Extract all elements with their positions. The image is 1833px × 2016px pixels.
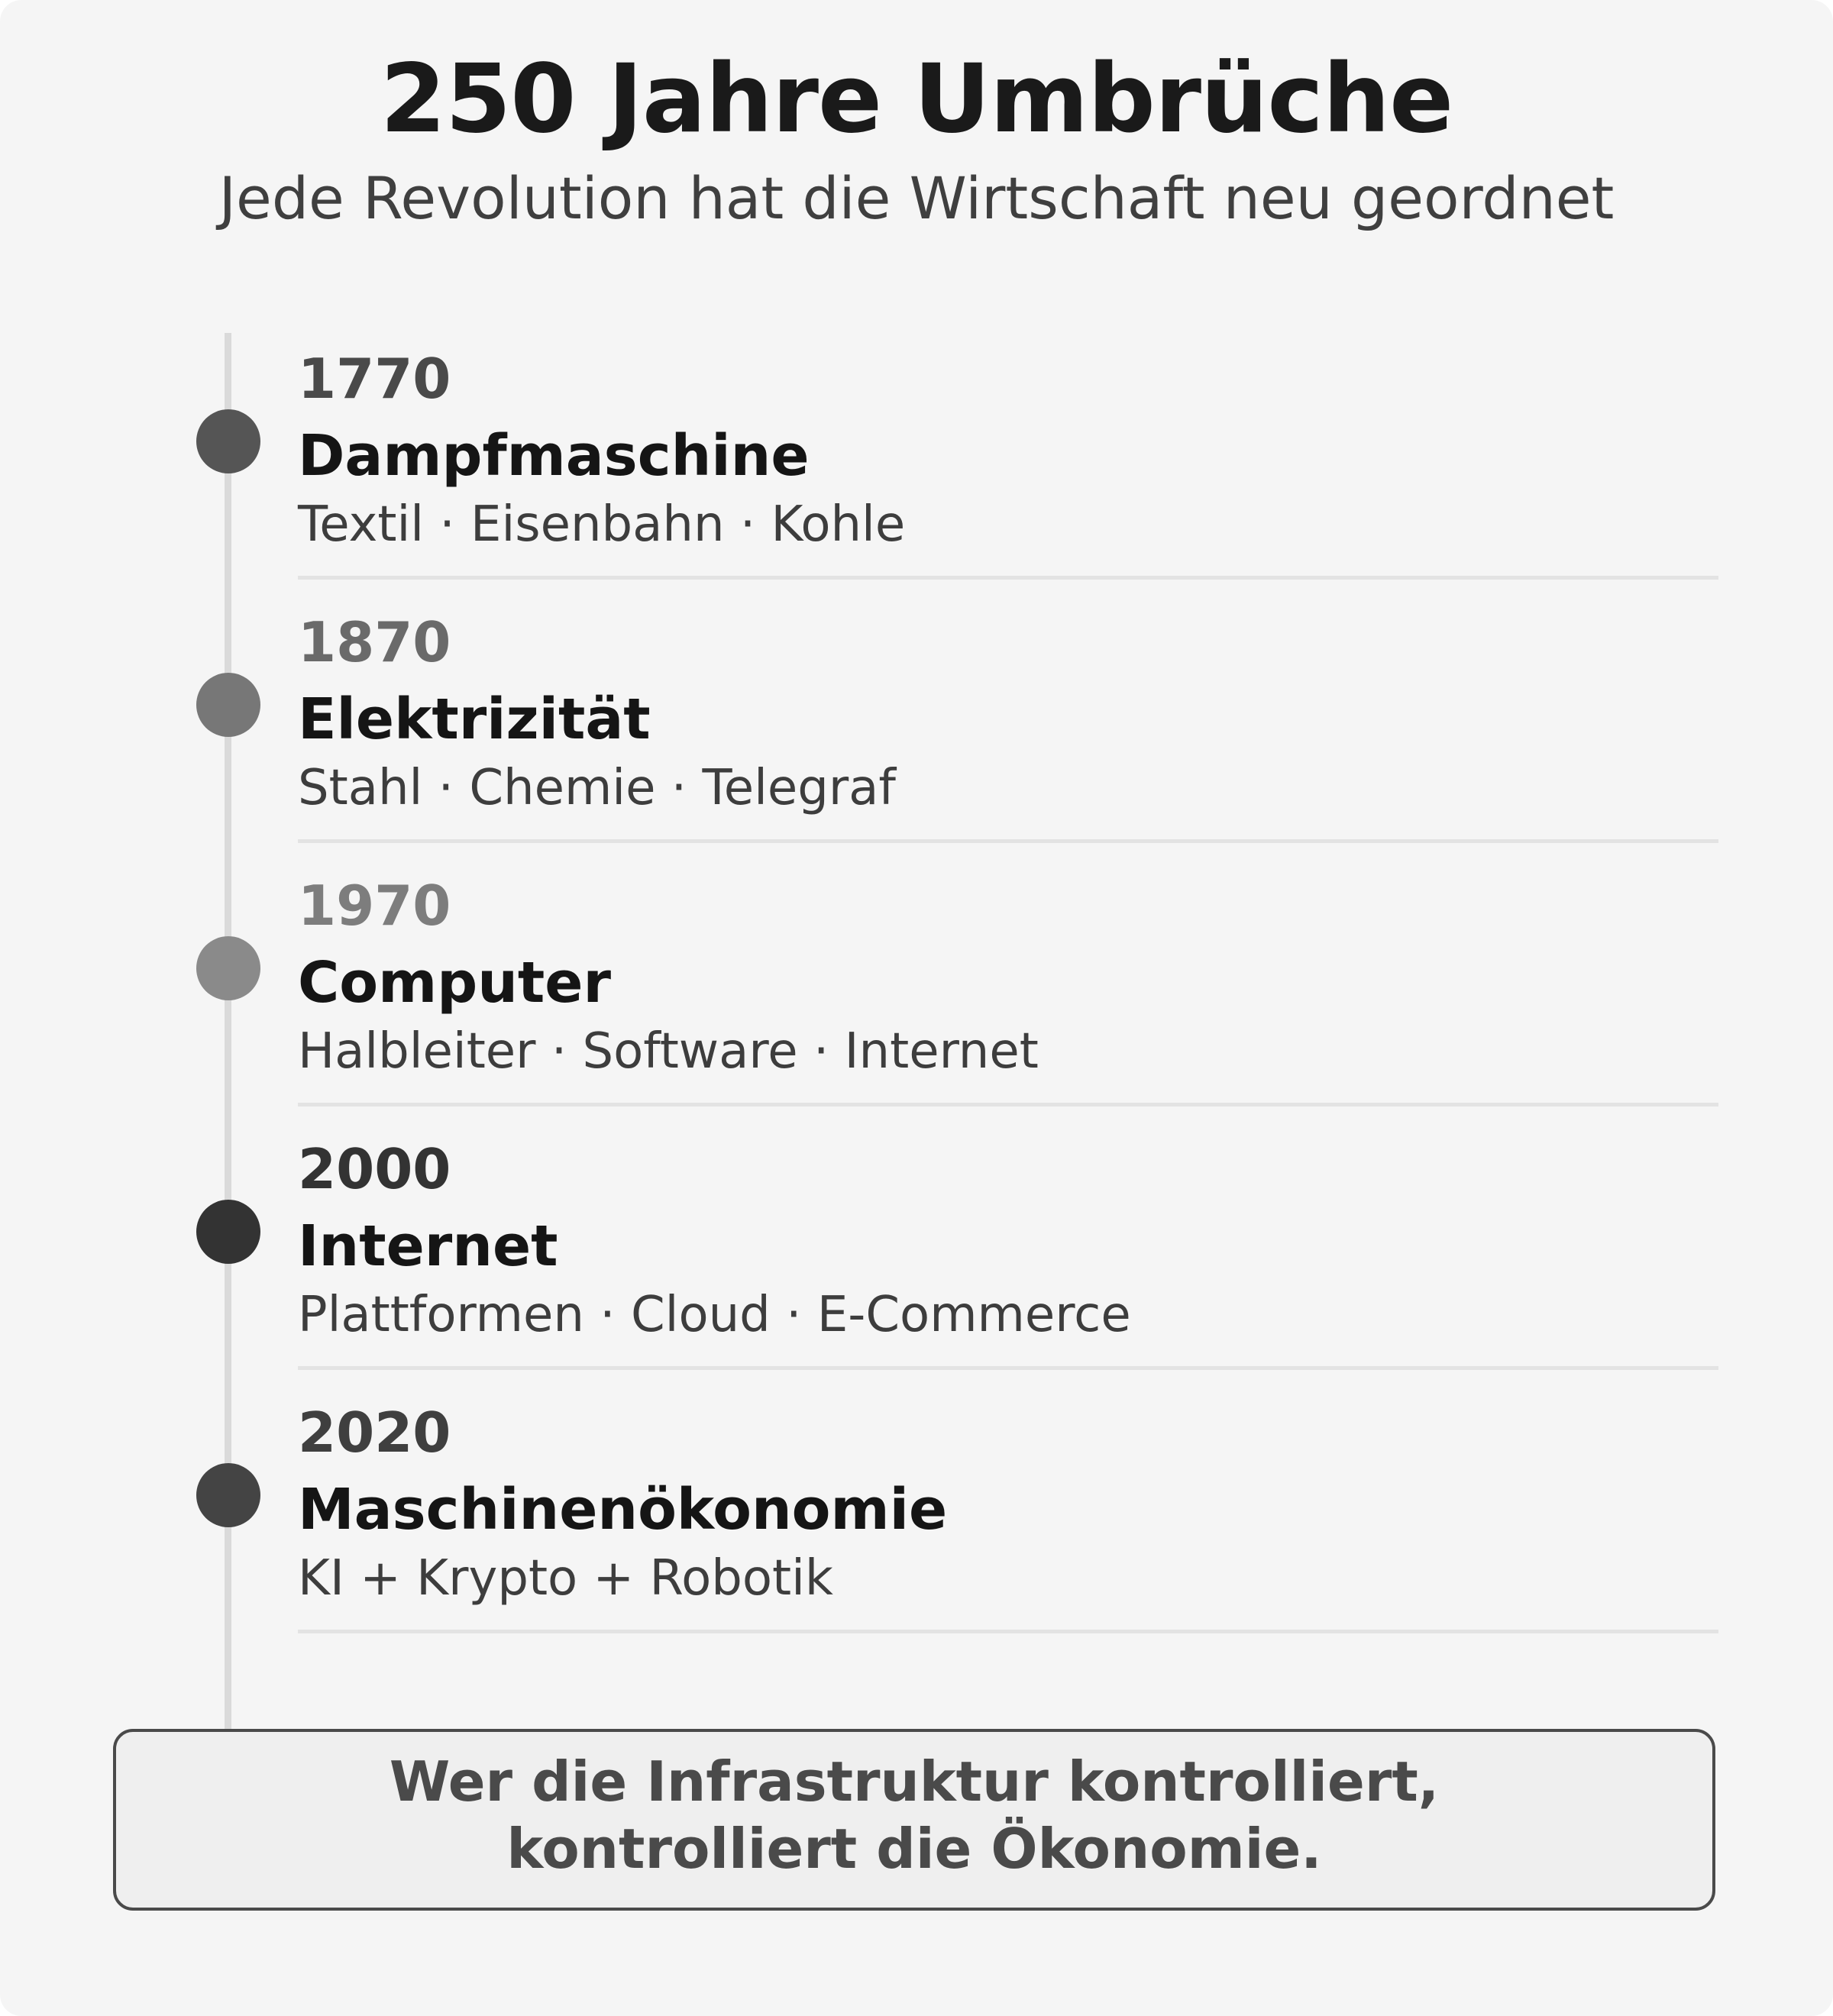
timeline-dot bbox=[196, 936, 260, 1000]
quote-line-2: kontrolliert die Ökonomie. bbox=[506, 1817, 1322, 1881]
entry-tags: Textil · Eisenbahn · Kohle bbox=[298, 496, 906, 553]
entry-year: 2000 bbox=[298, 1137, 451, 1201]
entry-name: Computer bbox=[298, 950, 611, 1016]
entry-year: 2020 bbox=[298, 1401, 451, 1465]
entry-divider bbox=[298, 1630, 1718, 1633]
timeline-dot bbox=[196, 1200, 260, 1264]
page-title: 250 Jahre Umbrüche bbox=[380, 44, 1453, 154]
entry-divider bbox=[298, 576, 1718, 580]
entry-name: Elektrizität bbox=[298, 687, 651, 752]
entry-name: Internet bbox=[298, 1213, 558, 1279]
timeline-entry-2020 bbox=[0, 1387, 1833, 1650]
entry-tags: Plattformen · Cloud · E-Commerce bbox=[298, 1287, 1131, 1343]
entry-divider bbox=[298, 1366, 1718, 1370]
entry-divider bbox=[298, 1103, 1718, 1107]
timeline-dot bbox=[196, 409, 260, 473]
entry-name: Dampfmaschine bbox=[298, 423, 810, 489]
page-subtitle: Jede Revolution hat die Wirtschaft neu geordnet bbox=[218, 164, 1615, 232]
entry-divider bbox=[298, 839, 1718, 843]
timeline-entry-1770 bbox=[0, 333, 1833, 596]
entry-tags: Stahl · Chemie · Telegraf bbox=[298, 760, 896, 816]
timeline-dot bbox=[196, 1463, 260, 1527]
quote-box bbox=[113, 1729, 1715, 1911]
entry-name: Maschinenökonomie bbox=[298, 1477, 948, 1543]
timeline-entry-1870 bbox=[0, 596, 1833, 860]
timeline-entry-1970 bbox=[0, 860, 1833, 1123]
entry-tags: Halbleiter · Software · Internet bbox=[298, 1023, 1039, 1080]
timeline-dot bbox=[196, 673, 260, 737]
entry-year: 1770 bbox=[298, 347, 451, 411]
timeline-entry-2000 bbox=[0, 1123, 1833, 1387]
entry-year: 1870 bbox=[298, 610, 451, 674]
entry-year: 1970 bbox=[298, 874, 451, 938]
quote-line-1: Wer die Infrastruktur kontrolliert, bbox=[389, 1749, 1440, 1814]
entry-tags: KI + Krypto + Robotik bbox=[298, 1550, 833, 1607]
